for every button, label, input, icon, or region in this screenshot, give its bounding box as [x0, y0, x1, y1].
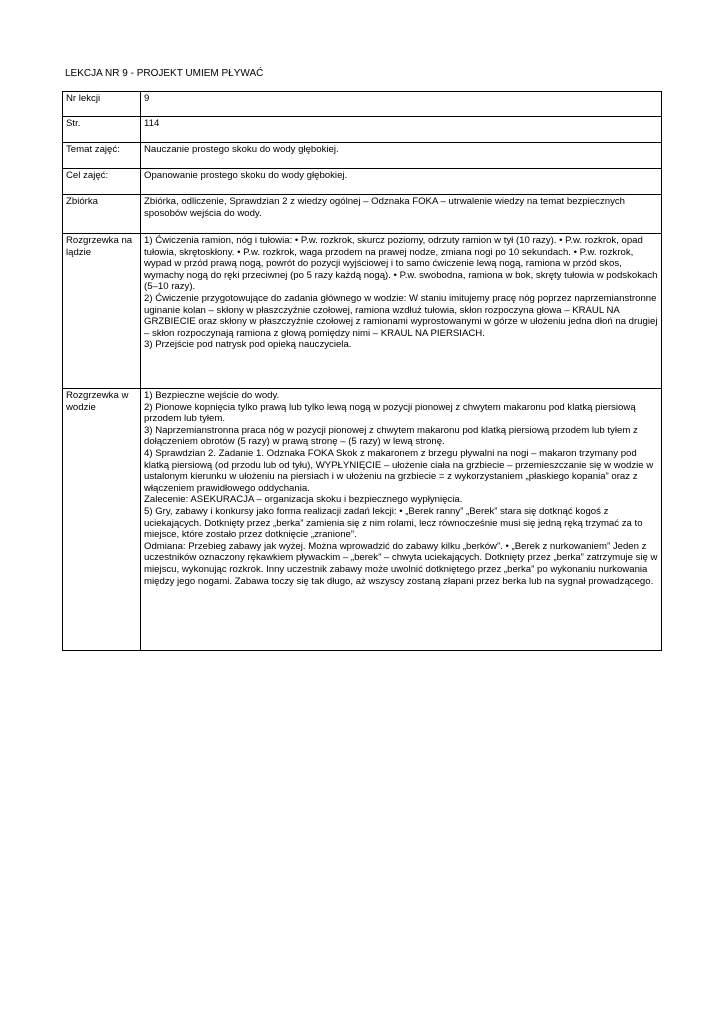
- row-label: [63, 389, 141, 651]
- value-text: Zbiórka, odliczenie, Sprawdzian 2 z wiedzy ogólnej – Odznaka FOKA – utrwalenie wiedzy na temat bezpiecznych sposobów wejścia do wody.: [144, 196, 626, 219]
- row-label: [63, 143, 141, 169]
- row-label: [63, 169, 141, 195]
- value-text: 9: [144, 93, 150, 104]
- row-page: [63, 117, 662, 143]
- paragraph: 4) Sprawdzian 2. Zadanie 1. Odznaka FOKA Skok z makaronem z brzegu pływalni na nogi – makaron trzymany pod klatką piersiową (od przodu lub od tyłu), WYPŁYNIĘCIE – ułożenie ciała na grzbiecie – przemieszczanie się w wodzie w ustalonym kierunku w ułożeniu na piersiach i w ułożeniu na grzbiecie = z wykorzystaniem „płaskiego kopania” oraz z włączeniem prawidłowego oddychania.: [144, 447, 654, 494]
- value-text: 114: [144, 118, 160, 129]
- row-label: [63, 234, 141, 389]
- paragraph: 1) Ćwiczenia ramion, nóg i tułowia: • P.w. rozkrok, skurcz poziomy, odrzuty ramion w tył (10 razy). • P.w. rozkrok, opad tułowia, skrętoskłony. • P.w. rozkrok, waga przodem na prawej nodze, zmiana nogi po 10 sekundach. • P.w. rozkrok, wypad w przód prawą nogą, powrót do pozycji wyjściowej i to samo ćwiczenie lewą nogą, ramiona w przód skos, wymachy nogą do ręki przeciwnej (po 5 razy każdą nogą). • P.w. swobodna, ramiona w bok, skręty tułowia w podskokach (5–10 razy).: [144, 235, 658, 293]
- value-text: Opanowanie prostego skoku do wody głębokiej.: [144, 170, 348, 181]
- row-goal: [63, 169, 662, 195]
- row-topic: [63, 143, 662, 169]
- row-value: [141, 92, 662, 117]
- row-label: [63, 117, 141, 143]
- row-value: [141, 195, 662, 234]
- label-text: Rozgrzewka na lądzie: [66, 235, 133, 258]
- label-text: Temat zajęć:: [66, 144, 120, 155]
- row-land-warmup: [63, 234, 662, 389]
- row-label: [63, 195, 141, 234]
- row-value: [141, 117, 662, 143]
- label-text: Cel zajęć:: [66, 170, 109, 181]
- row-lesson-number: [63, 92, 662, 117]
- paragraph: 1) Bezpieczne wejście do wody.: [144, 390, 280, 401]
- paragraph: 2) Pionowe kopnięcia tylko prawą lub tylko lewą nogą w pozycji pionowej z chwytem makaronu pod klatką piersiową przodem lub tyłem.: [144, 401, 636, 425]
- paragraph: Zalecenie: ASEKURACJA – organizacja skoku i bezpiecznego wypłynięcia.: [144, 494, 463, 506]
- label-text: Zbiórka: [66, 196, 98, 207]
- row-value: [141, 234, 662, 389]
- row-value: [141, 389, 662, 651]
- row-value: [141, 169, 662, 195]
- paragraph: Odmiana: Przebieg zabawy jak wyżej. Można wprowadzić do zabawy kilku „berków”. • „Berek z nurkowaniem” Jeden z uczestników oznaczony rękawkiem pływackim – „berek” – chwyta uciekających. Dotknięty przez „berka” zatrzymuje się w miejscu, wykonując rozkrok. Inny uczestnik zabawy może uwolnić dotkniętego przez „berka” po wykonaniu nurkowania między jego nogami. Zabawa toczy się tak długo, aż wszyscy zostaną złapani przez berka lub na sygnał prowadzącego.: [144, 540, 658, 587]
- label-text: Nr lekcji: [66, 93, 101, 104]
- document-title: LEKCJA NR 9 - PROJEKT UMIEM PŁYWAĆ: [65, 68, 264, 79]
- row-assembly: [63, 195, 662, 234]
- paragraph: 5) Gry, zabawy i konkursy jako forma realizacji zadań lekcji: • „Berek ranny” „Berek” stara się dotknąć kogoś z uciekających. Dotknięty przez „berka” zamienia się z nim rolami, lecz równocześnie musi się jedną ręką trzymać za to miejsce, które zostało przez dotknięcie „zranione”.: [144, 505, 643, 541]
- paragraph: 2) Ćwiczenie przygotowujące do zadania głównego w wodzie: W staniu imitujemy pracę nóg poprzez naprzemianstronne uginanie kolan – skłony w płaszczyźnie czołowej, ramiona wzdłuż tułowia, skłon rozpoczyna głowa – KRAUL NA GRZBIECIE oraz skłony w płaszczyźnie czołowej z ramionami wyprostowanymi w górze w ułożeniu jedna dłoń na drugiej – skłon rozpoczynają ramiona z głową pomiędzy nimi – KRAUL NA PIERSIACH.: [144, 292, 658, 339]
- row-water-warmup: [63, 389, 662, 651]
- paragraph: 3) Przejście pod natrysk pod opieką nauczyciela.: [144, 339, 352, 351]
- lesson-table: [62, 91, 662, 651]
- label-text: Str.: [66, 118, 81, 129]
- label-text: Rozgrzewka w wodzie: [66, 390, 129, 413]
- paragraph: 3) Naprzemianstronna praca nóg w pozycji pionowej z chwytem makaronu pod klatką piersiową przodem lub tyłem z dołączeniem obrotów (5 razy) w prawą stronę – (5 razy) w lewą stronę.: [144, 424, 638, 448]
- value-text: Nauczanie prostego skoku do wody głębokiej.: [144, 144, 339, 155]
- row-value: [141, 143, 662, 169]
- row-label: [63, 92, 141, 117]
